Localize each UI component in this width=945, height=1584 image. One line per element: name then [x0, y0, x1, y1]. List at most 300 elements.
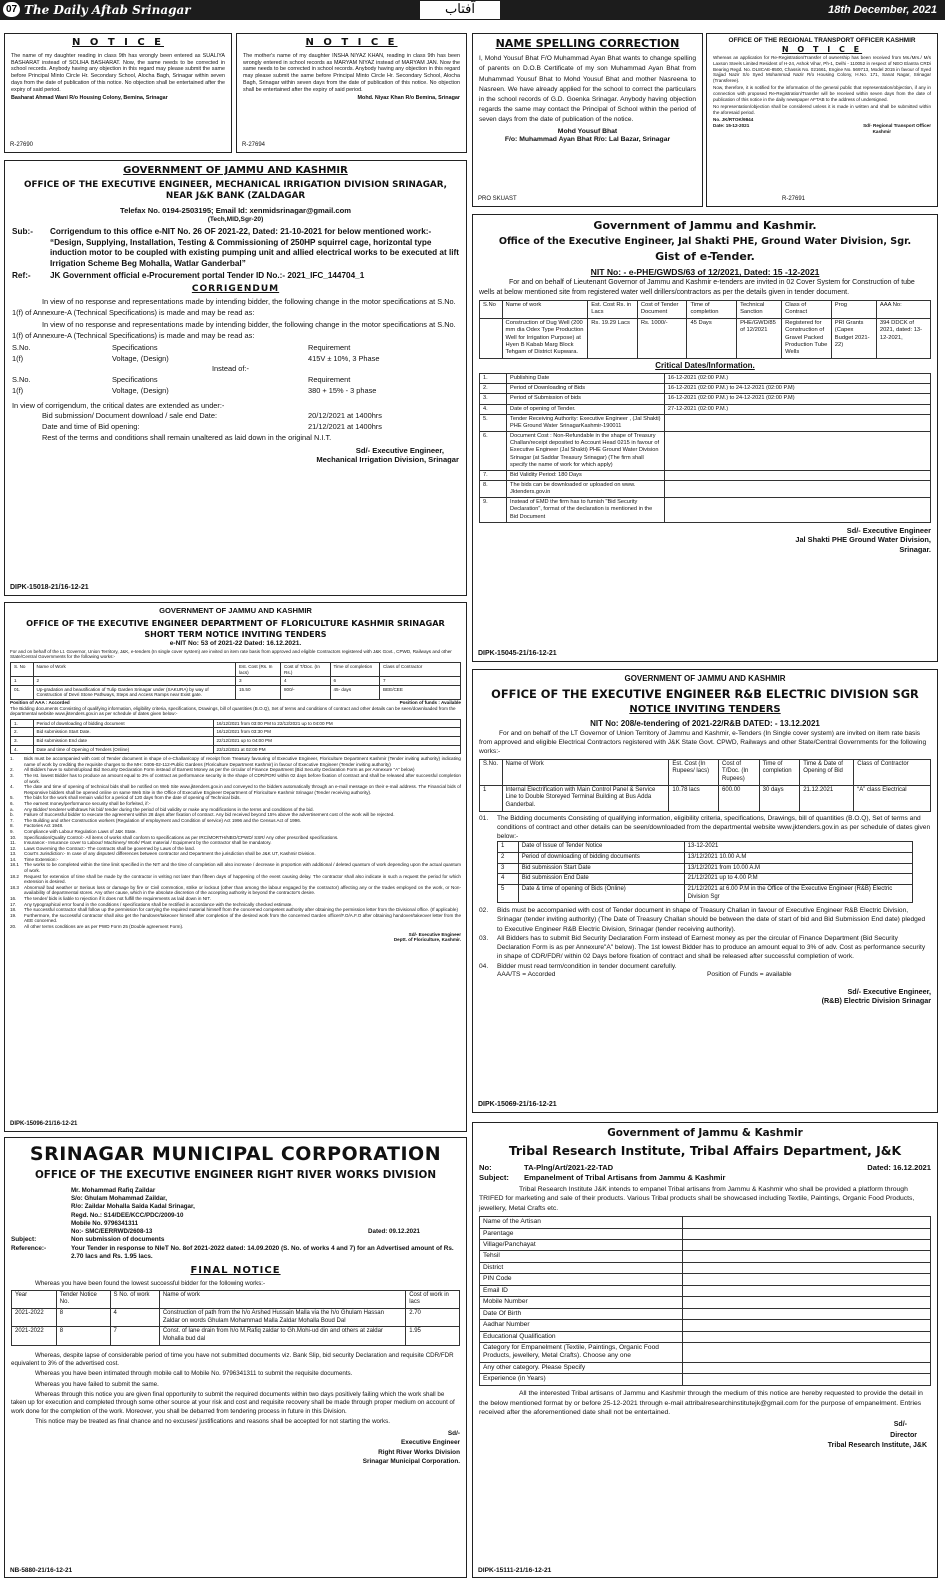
- notice-name-correction-2: [236, 33, 467, 153]
- table-cell: [480, 318, 503, 358]
- notice-title: N O T I C E: [72, 37, 164, 48]
- notice-body: The mother's name of my daughter INSHA NIYAZ KHAN, reading in class 9th has been wrongly entered in school records as MARYAM NIYAZ instead of MARYAM JAN. Now the same needs to be corrected in school records. Anybody having any objection in this regard may please submit the same before Principal Minto Circle Hr. Secondary School, Alocha Bagh, Srinagar within seven days from the date of publication of this notice. No objection shall be entertained after the expiry of said period.: [243, 52, 460, 93]
- clause: [10, 862, 461, 873]
- clause-number: 2.: [10, 767, 14, 773]
- table-number-cell: 7: [380, 677, 461, 686]
- schedule-row-cell: Bid submission Start Date: [518, 863, 684, 874]
- table-cell: 21.12.2021: [800, 785, 854, 811]
- form-field-blank: [682, 1262, 930, 1273]
- clause-number: 18.1: [10, 862, 19, 868]
- table-header-cell: S.No.: [480, 759, 503, 785]
- table-header-cell: S.No: [480, 301, 503, 319]
- critical-date-row-cell: Publishing Date: [507, 374, 665, 384]
- table-cell: 45 Days: [687, 318, 737, 358]
- critical-date-row: [480, 498, 931, 522]
- table-cell: PHE/GWD/85 of 12/2021: [737, 318, 782, 358]
- clause-text: Abnormal/ bad weather or Serious loss or damage by fire or Civil commotion, strike or lockout (other than among the labour engaged by the contractor) affecting any or the trades employed on the work, or Non-availability of departmental stores. Any other cause, which in the absolute discretion of the accepting authority is beyond the contractor's desire.: [24, 884, 461, 896]
- whereas-3: Whereas you have been intimated through mobile call to Mobile No. 9796341311 to submit the requisite documents.: [35, 1370, 353, 1378]
- spec-new-req: 415V ± 10%, 3 Phase: [308, 353, 380, 363]
- critical-date-row-cell: 27-12-2021 (02:00 P.M.): [664, 404, 930, 414]
- form-field-label: PIN Code: [480, 1274, 683, 1285]
- office-heading: Tribal Research Institute, Tribal Affairs Department, J&K: [508, 1143, 902, 1159]
- corrigendum-para-2: In view of no response and representations made by intending bidder, the following change in the motor specifications at S.No. 1(f) of Annexure-A (Technical Specifications) is made and may be read as:: [12, 320, 456, 340]
- form-field-row: [480, 1217, 931, 1228]
- letter-date: Dated: 16.12.2021: [867, 1163, 931, 1173]
- table-header-cell: Cost of Tender Document: [637, 301, 687, 319]
- reference-label: Reference:-: [11, 1244, 47, 1252]
- schedule-row-cell: Date of Issue of Tender Notice: [518, 842, 684, 853]
- schedule-row-cell: 3.: [11, 737, 34, 746]
- notice-spelling-correction: [472, 33, 703, 207]
- critical-date-row-cell: Date of opening of Tender.: [507, 404, 665, 414]
- schedule-row-cell: Bid submission End date: [33, 737, 213, 746]
- works-table: [11, 1290, 460, 1346]
- table-header-cell: Name of Work: [502, 759, 669, 785]
- works-row: [12, 1309, 460, 1327]
- form-field-blank: [682, 1240, 930, 1251]
- clause-text: The tender/ bids is liable to rejection if it does not fulfill the requirements as laid down in NIT.: [24, 896, 211, 902]
- gist-title: Gist of e-Tender.: [655, 250, 755, 264]
- addressee-2: S/o: Ghulam Mohammad Zaildar,: [71, 1194, 167, 1202]
- reference-text: Your Tender in response to NIeT No. 8of 2021-2022 dated: 14.09.2020 (S. No. of works 4 and 7) for an Advertised amount of Rs. 2.70 lacs and Rs. 1.95 lacs.: [71, 1244, 454, 1260]
- works-row-cell: 2021-2022: [12, 1327, 57, 1345]
- form-field-blank: [682, 1308, 930, 1319]
- notice-mechanical-irrigation: [4, 160, 467, 596]
- table-number-cell: 4: [281, 677, 331, 686]
- critical-date-row: [480, 384, 931, 394]
- critical-date-row-cell: Instead of EMD the firm has to furnish "Bid Security Declaration", format of the declaration is mentioned in the Bid Document: [507, 498, 665, 522]
- spec-old-req: 380 + 15% - 3 phase: [308, 385, 377, 395]
- subject-label: Subject:: [11, 1236, 37, 1244]
- form-field-blank: [682, 1374, 930, 1385]
- critical-date-row-cell: Document Cost : Non-Refundable in the shape of Treasury Challan/receipt deposited to Account Head 0215 in favour of Executive Engineer (Jal Shakti) PHE Ground Water Division Srinagar (at Saddar Treasury Srinagar) (The firm shall specify the name of work for which apply): [507, 432, 665, 471]
- form-field-label: Any other category. Please Specify: [480, 1362, 683, 1373]
- critical-date-row-cell: [664, 414, 930, 431]
- form-field-blank: [682, 1285, 930, 1296]
- office-heading: OFFICE OF THE EXECUTIVE ENGINEER R&B ELECTRIC DIVISION SGR: [491, 687, 919, 702]
- notice-date: Date: 15-12-2021: [713, 122, 750, 128]
- table-header-cell: Name of work: [502, 301, 588, 319]
- schedule-row-cell: 1.: [11, 719, 34, 728]
- critical-date-row: [480, 414, 931, 431]
- col-sno: S.No.: [12, 375, 31, 385]
- subject-label: Sub:-: [12, 227, 33, 237]
- notice-signature-name: Mohd Yousuf Bhat: [557, 127, 618, 135]
- signature-3: Srinagar.: [899, 544, 931, 554]
- release-number: R-27690: [10, 142, 34, 149]
- schedule-row-cell: Period of downloading of bidding document: [33, 719, 213, 728]
- subject-text: Corrigendum to this office e-NIT No. 26 OF 2021-22, Dated: 21-10-2021 for below mentioned work:-: [50, 227, 432, 237]
- works-row-cell: 8: [56, 1327, 110, 1345]
- date-value-1: 20/12/2021 at 1400hrs: [308, 411, 382, 421]
- notice-body-2: Now, therefore, it is notified for the information of the general public that representation/objection, if any in connection with proposed Re-Registration/Transfer will be received within seven days from the date of publication of this notice in the daily newspaper AFTAB to the address of undersigned.: [713, 85, 931, 102]
- form-field-row: [480, 1297, 931, 1308]
- clause-number: 6.: [10, 800, 14, 806]
- form-field-row: [480, 1285, 931, 1296]
- form-field-label: Village/Panchayat: [480, 1240, 683, 1251]
- notice-rnb-electric: GOVERNMENT OF JAMMU AND KASHMIR OFFICE OF THE EXECUTIVE ENGINEER R&B ELECTRIC DIVISION SGR NOTICE INVITING TENDERS NIT No: 208/e-tendering of 2021-22/R&B DATED: - 13.12.2021 For and on behalf of the LT Governor of Union Territory of Jammu and Kashmir, e-Tenders (In Single cover system) are invited on item rate basis from approved and eligible Electrical Contractors registered with J&K State Govt. CPWD, Railways and other State/Central Governments for the following works:- S.No. Name of Work Est. Cost (In Rupees/ lacs) Cost of T/Doc. (In Rupees) Time of completion Time & Date of Opening of Bid Class of Contractor 1 Internal Electrification with Main Control Panel & Service Line to Double Storeyed Terminal Building at Bus Adda Ganderbal. 10.78 lacs 600.00 30 days 21.12.2021 “A” class Electrical 01. The Bidding documents Consisting of qualifying information, eligibility criteria, specifications, Drawings, bill of quantities (B.O.Q), Set of terms and conditions of contract and other details can be seen/downloaded from the departmental website www.jktenders.gov.in as per schedule of dates given below:- 1 Date of Issue of Tender Notice 13-12-2021 2 Period of downloading of bidding documents 13/12/2021 10.00 A.M 3 Bid submission Start Date 13/12/2021 from 10.00 A.M 4 Bid submission End Date 21/12/2021 up to 4.00 P.M 5 Date & time of opening of Bids (Online) 21/12/2021 at 6.00 P.M in the Office of the Executive Engineer (R&B) Electric Division Sgr 02. Bids must be accompanied with cost of Tender document in shape of Treasury Challan in favour of Executive Engineer R&B Electric Division, Srinagar (tender inviting authority) (The Date of Treasury Challan should be between the date of start of bid and Bid Submission End date) pledged to Executive Engineer R&B Electric Division, Srinagar (tender receiving authority). 03. All Bidders has to submit Bid Security Declaration Form instead of Earnest money as per the circular of Finance Department (Bid Security Declaration Form is as per Annexure"A" below). The 1st lowest Bidder has to produce an amount equal to 3% of adv. Cost as performance security in shape of CDR/FDR/ within 02 Days before fixation of contract and shall be released after successful completion of work. 04. Bidder must read term/condition in tender document carefully. AAA/TS = Accorded Position of Funds = available Sd/- Executive Engineer, (R&B) Electric Division Srinagar DIPK-15069-21/16-12-21: [472, 669, 938, 1113]
- table-cell: 394 DDCK of 2021, dated: 13-12-2021,: [876, 318, 930, 358]
- works-row-cell: 2.70: [406, 1309, 460, 1327]
- clause-01: The Bidding documents Consisting of qualifying information, eligibility criteria, specifications, Drawings, bill of quantities (B.O.Q), Set of terms and conditions of contract and other details can be seen/downloaded from the departmental website www.jktenders.gov.in as per schedule of dates given below:-: [497, 814, 931, 840]
- notice-body: I, Mohd Yousuf Bhat F/O Muhammad Ayan Bhat wants to change spelling of parents on D.O.B Certificate of my son Muhammad Ayan Bhat from Muhammad Yousuf Bhat to Mohd Yousuf Bhat and mother Nasreena to Nasreen. We have already applied for the school to correct the particulars in the school records of G.D. Goenka Srinagar. Anybody having objection regards the same may contact the Principal of School within the period of seven days from the date of publication of the notice.: [479, 55, 696, 124]
- clause-number: 17.: [10, 901, 17, 907]
- critical-date-row-cell: [664, 480, 930, 497]
- notice-title: N O T I C E: [305, 37, 398, 48]
- table-number-cell: 3: [236, 677, 281, 686]
- schedule-row: [498, 842, 913, 853]
- addressee-4: Regd. No.: S14/DEE/KCC/PDC/2009-10: [71, 1211, 184, 1219]
- clause-text: All Bidders have to submit/upload Bid Security Declaration Form instead of Earnest Money as per the circular of Finance Department (Bid Security Declaration Form as per Annexure "A" below): [24, 767, 415, 773]
- table-cell: Rs. 19.29 Lacs: [588, 318, 638, 358]
- clause-text: The earnest money/performance security shall be forfeited, if:-: [24, 800, 151, 806]
- table-cell: 10.78 lacs: [669, 785, 719, 811]
- clause-number: 7.: [10, 817, 14, 823]
- notice-srinagar-municipal-corporation: [4, 1137, 467, 1578]
- funds-position: Position of funds : Available: [399, 700, 461, 706]
- clause-02: Bids must be accompanied with cost of Tender document in shape of Treasury Challan in favour of Executive Engineer R&B Electric Division, Srinagar (tender inviting authority) (The Date of Treasury Challan should be between the date of start of bid and Bid Submission End date) pledged to Executive Engineer R&B Electric Division, Srinagar (tender receiving authority).: [497, 907, 926, 933]
- clause: [10, 874, 461, 885]
- clause-text: Compliance with Labour Regulation Laws of J&K State.: [24, 828, 137, 834]
- subject-row: [12, 227, 459, 238]
- newspaper-name: The Daily Aftab Srinagar: [24, 3, 191, 17]
- signature-1: Sd/- Executive Engineer,: [847, 987, 931, 997]
- corrigendum-title: CORRIGENDUM: [191, 283, 280, 294]
- final-notice-title: FINAL NOTICE: [190, 1264, 281, 1276]
- signature-3: Srinagar Municipal Corporation.: [362, 1458, 460, 1466]
- schedule-row-cell: 2.: [11, 728, 34, 737]
- bidding-docs: The Bidding documents Consisting of qualifying information, eligibility criteria, specifications, Drawings, bill of quantities (B.O.Q), Set of terms and conditions of contract and other details can be seen/downloaded from the departmental website www.jktenders.gov.in as per schedule of dates given below:-: [10, 705, 456, 717]
- form-field-blank: [682, 1297, 930, 1308]
- notice-name-correction-1: [4, 33, 232, 153]
- schedule-row-cell: 2: [498, 852, 519, 863]
- govt-heading: Government of Jammu & Kashmir: [607, 1127, 803, 1139]
- notice-body: The name of my daughter reading in class 9th has wrongly been entered as SUALIYA BASHARAT instead of SOLIHA BASHARAT. Now, the same needs to be corrected in school records. Anybody having any objection in this regard may please submit the same before Principal Minto Circle Hr. Secondary School, Alocha Bagh, Srinagar within seven days from the date of publication of this notice. No objection shall be entertained after the expiry of said period.: [11, 52, 225, 93]
- govt-heading: GOVERNMENT OF JAMMU AND KASHMIR: [624, 674, 786, 683]
- critical-date-row-cell: [664, 432, 930, 471]
- letter-date: Dated: 09.12.2021: [368, 1228, 420, 1236]
- ref-row: [12, 271, 459, 282]
- addressee-5: Mobile No. 9796341311: [71, 1220, 139, 1228]
- table-cell: BEE/CEE: [380, 685, 461, 699]
- schedule-table: [497, 841, 913, 903]
- form-field-label: Parentage: [480, 1228, 683, 1239]
- clause-number: 3.: [10, 772, 14, 778]
- clause-number: 18.2: [10, 873, 19, 879]
- critical-date-row-cell: 8.: [480, 480, 507, 497]
- clause-number: 5.: [10, 795, 14, 801]
- table-header-cell: Est. Cost (In Rupees/ lacs): [669, 759, 719, 785]
- clause-number: 9.: [10, 828, 14, 834]
- clause-number: 8.: [10, 823, 14, 829]
- office-ref: (Tech,MID,Sgr-20): [207, 216, 264, 224]
- signature-2: Tribal Research Institute, J&K: [827, 1442, 927, 1450]
- schedule-row: [11, 737, 461, 746]
- critical-date-row-cell: The bids can be downloaded or uploaded on www. Jktenders.gov.in: [507, 480, 665, 497]
- critical-date-row-cell: Tender Receiving Authority: Executive Engineer , (Jal Shakti) PHE Ground Water SrinagarKashmir-190011: [507, 414, 665, 431]
- clause-number: 16.: [10, 896, 17, 902]
- clause-number: 12.: [10, 845, 17, 851]
- works-row-cell: 1.95: [406, 1327, 460, 1345]
- critical-date-row: [480, 470, 931, 480]
- critical-date-row-cell: Period of Submission of bids: [507, 394, 665, 404]
- form-field-row: [480, 1262, 931, 1273]
- works-row-cell: 7: [110, 1327, 159, 1345]
- schedule-row: [498, 863, 913, 874]
- form-field-blank: [682, 1320, 930, 1331]
- schedule-row-cell: Date & time of opening of Bids (Online): [518, 884, 684, 902]
- form-field-label: District: [480, 1262, 683, 1273]
- clause-text: The successful contractor shall follow up the permission for carrying the required material himself from the concerned competent authority after obtaining the permission letter from the Divisional office. (If applicable): [24, 907, 458, 913]
- govt-heading: GOVERNMENT OF JAMMU AND KASHMIR: [123, 165, 348, 176]
- letter-number: TA-Plng/Art/2021-22-TAD: [524, 1163, 614, 1173]
- col-req: Requirement: [308, 342, 351, 352]
- table-header-cell: Tender Notice No.: [56, 1290, 110, 1308]
- form-field-label: Experience (in Years): [480, 1374, 683, 1385]
- notice-tribal-research-institute: [472, 1122, 938, 1578]
- critical-date-row-cell: 7.: [480, 470, 507, 480]
- clause-text: Insurance:- Insurance cover to Labour/ Machinery/ Work/ Plant material / Equipment by the contractor shall be mandatory.: [24, 840, 272, 846]
- issue-date: 18th December, 2021: [828, 4, 937, 16]
- aaa-position: Position of AAA : Accorded: [10, 700, 70, 706]
- newspaper-logo: آفتاب: [420, 1, 500, 19]
- form-field-row: [480, 1274, 931, 1285]
- schedule-row: [498, 852, 913, 863]
- clause: [10, 913, 461, 924]
- table-cell: 600.00: [719, 785, 760, 811]
- intro: Tribal Research Institute J&K intends to empanel Tribal artisans from Jammu & Kashmir who shall be provided a platform through TRIFED for marketing and sale of their products. Various Tribal products shall be showcased including Textile, Paintings, Organic Food Products, jewellery, Metal Crafts etc.: [479, 1185, 915, 1213]
- signature-2: (R&B) Electric Division Srinagar: [821, 996, 931, 1006]
- clause-text: Any typographical error found in the conditions / specifications shall be rectified in accordance with the technically checked estimate.: [24, 901, 293, 907]
- table-cell: 800/-: [281, 685, 331, 699]
- clause-number: 18.: [10, 907, 17, 913]
- table-header-cell: S No. of work: [110, 1290, 159, 1308]
- notice-body-3: No representation/objection shall be considered unless it is made in written and shall be submitted within the aforesaid period.: [713, 104, 931, 115]
- signature-2: Deptt. of Floriculture, Kashmir.: [393, 937, 461, 943]
- schedule-row-cell: 4: [498, 874, 519, 885]
- critical-date-row: [480, 374, 931, 384]
- notice-ref-number: No. JK/RTOK/9844: [713, 117, 754, 123]
- schedule-row-cell: 3: [498, 863, 519, 874]
- govt-heading: GOVERNMENT OF JAMMU AND KASHMIR: [159, 606, 312, 615]
- table-header-cell: Time of completion: [759, 759, 800, 785]
- critical-date-row-cell: 16-12-2021 (02:00 P.M.) to 24-12-2021 (02:00 P.M): [664, 394, 930, 404]
- critical-date-row: [480, 404, 931, 414]
- office-heading: OFFICE OF THE EXECUTIVE ENGINEER DEPARTMENT OF FLORICULTURE KASHMIR SRINAGAR: [26, 617, 445, 628]
- clause-text: The Ist. lowest Bidder has to produce an amount equal to 3% of contract as performance security in the shape of CDR/FDR/ within 02 days before fixation of contract and shall be released after successful completion of work.: [24, 772, 461, 784]
- clause: [10, 773, 461, 784]
- critical-date-row-cell: Bid Validity Period: 180 Days: [507, 470, 665, 480]
- subject-text: Empanelment of Tribal Artisans from Jammu & Kashmir: [524, 1172, 726, 1182]
- critical-date-row-cell: [664, 498, 930, 522]
- whereas-5: Whereas through this notice you are given final opportunity to submit the required documents within two days positively failing which the work shall be taken up for execution and completed through some other source at your risk and cost and requisite recovery shall be made through proper medium on account of work done for the completion of the work. Moreover, you shall be debarred from tendering process in future in this Division.: [11, 1391, 455, 1415]
- table-cell: 45- days: [330, 685, 380, 699]
- ref-text: JK Government official e-Procurement portal Tender ID No.:- 2021_IFC_144704_1: [50, 271, 365, 281]
- signature-2: Mechanical Irrigation Division, Srinagar: [316, 455, 459, 465]
- notice-floriculture: [4, 602, 467, 1132]
- notice-body-1: Whereas an application for Re-Registration/Transfer of ownership has been received from Ms./Mrs./ M/s Laxson Steels Limited Resident of H-24, Ashok Vihar, Ph-1, Delhi - 110052 in respect of NEO Elantra CRDi Bearing Regd. No. DL8CAE-8500, Chassis No. 021661, Engine No. 569713, Model 2015 in favour of Syed Sajjad Nazir S/o Syed Mohammad Nazir R/o Housing Colony, H.No. 171, Sanat Nagar, Srinagar (Transferee).: [713, 55, 931, 83]
- form-field-row: [480, 1240, 931, 1251]
- corrigendum-para-1: In view of no response and representations made by intending bidder, the following change in the motor specifications at S.No. 1(f) of Annexure-A (Technical Specifications) is made and may be read as:: [12, 297, 456, 317]
- form-field-blank: [682, 1342, 930, 1362]
- schedule-row-cell: 16/12/2021 from 03:00 PM to 22/12/2021 up to 04:00 PM: [213, 719, 461, 728]
- form-field-row: [480, 1374, 931, 1385]
- critical-date-row-cell: 4.: [480, 404, 507, 414]
- table-cell: Registered for Construction of Gravel Packed Production Tube Wells: [782, 318, 832, 358]
- signature-2: Right River Works Division: [378, 1448, 460, 1456]
- page-number: 07: [3, 2, 20, 17]
- schedule-row: [11, 728, 461, 737]
- clause-number: 10.: [10, 834, 17, 840]
- critical-date-row-cell: [664, 470, 930, 480]
- table-header-cell: Est. Cost (Rs. In lacs): [236, 663, 281, 677]
- schedule-row-cell: 13/12/2021 10.00 A.M: [684, 852, 912, 863]
- table-cell: Construction of Dug Well (200 mm dia Odex Type Production Well for Irrigation Purpose) at Hyen B Kabab Marg Block Tehgam of District Kupwara.: [502, 318, 588, 358]
- schedule-row-cell: 1: [498, 842, 519, 853]
- clause-text: Furthermore, the successful contractor shall also get the handover/takeover himself after completion of the desired work from the concerned Garden officer/F.O/A.F.O after obtaining handover/takeover letter from the AEE concerned.: [24, 912, 461, 924]
- form-field-label: Aadhar Number: [480, 1320, 683, 1331]
- notice-title: N O T I C E: [781, 45, 863, 55]
- critical-date-row-cell: 2.: [480, 384, 507, 394]
- aaa-position: AAA/TS = Accorded: [497, 970, 556, 978]
- table-header-cell: Prog: [831, 301, 876, 319]
- form-field-row: [480, 1342, 931, 1362]
- works-row-cell: Const. of lane drain from h/o M.Rafiq zaldar to Gh.Mohi-ud din and others at zaldar Mohalla bud dal: [159, 1327, 405, 1345]
- col-spec: Specifications: [112, 342, 158, 352]
- signature-1: Sd/- Executive Engineer,: [355, 445, 444, 455]
- date-label-2: Date and time of Bid opening:: [42, 422, 140, 432]
- schedule-row-cell: 5: [498, 884, 519, 902]
- schedule-row: [11, 719, 461, 728]
- notice-jal-shakti: [472, 214, 938, 662]
- intro: For and on behalf of the LT Governor of Union Territory of Jammu and Kashmir, e-Tenders (In Single cover system) are invited on item rate basis from approved and eligible Electrical Contractors registered with J&K State Govt. CPWD, Railways and other State/Central Governments for the following works:-: [479, 729, 927, 756]
- title: NOTICE INVITING TENDERS: [629, 703, 781, 715]
- clause-number: 13.: [10, 851, 17, 857]
- col-spec: Specifications: [112, 375, 158, 385]
- form-field-label: Mobile Number: [480, 1297, 683, 1308]
- table-cell: Up-gradation and beautification of Tulip Garden Srinagar under (SAKURA) by way of Construction of Devri Stone Pathways, Steps and Access Ramps near Exist gate.: [33, 685, 236, 699]
- office-heading: Office of the Executive Engineer, Jal Shakti PHE, Ground Water Division, Sgr.: [498, 236, 912, 248]
- notice-signature: Mohd. Niyaz Khan R/o Bemina, Srinagar: [357, 95, 460, 102]
- dates-extended: In view of corrigendum, the critical dates are extended as under:-: [12, 400, 225, 410]
- schedule-row-cell: 16/12/2021 from 03:30 PM: [213, 728, 461, 737]
- schedule-row-cell: Bid submission End Date: [518, 874, 684, 885]
- table-header-cell: AAA No:: [876, 301, 930, 319]
- table-header-cell: Technical Sanction: [737, 301, 782, 319]
- signature-2: Jal Shakti PHE Ground Water Division,: [795, 535, 931, 545]
- notice-signature: Basharat Ahmad Wani R/o Housing Colony, Bemina, Srinagar: [11, 95, 168, 102]
- table-cell: 01.: [11, 685, 34, 699]
- form-field-label: Name of the Artisan: [480, 1217, 683, 1228]
- schedule-row-cell: 4.: [11, 745, 34, 754]
- table-cell: PRI Grants (Capex Budget 2021-22): [831, 318, 876, 358]
- works-row-cell: Construction of path from the h/o Arshed Hussain Malla via the h/o Ghulam Hassan Zaldar on words Ghulam Mohammad Malla Zaldar Mohalla Boud Dal: [159, 1309, 405, 1327]
- notice-signature: Sd/- Regional Transport Officer: [863, 122, 931, 128]
- clause-number: 14.: [10, 856, 17, 862]
- table-number-cell: 1: [11, 677, 34, 686]
- schedule-row: [498, 884, 913, 902]
- addressee-3: R/o: Zaildar Mohalla Saida Kadal Srinagar,: [71, 1203, 195, 1211]
- clause-04: Bidder must read term/condition in tender document carefully.: [497, 962, 677, 970]
- schedule-row-cell: Period of downloading of bidding documents: [518, 852, 684, 863]
- schedule-row-cell: 13/12/2021 from 10.00 A.M: [684, 863, 912, 874]
- schedule-row-cell: Date and time of Opening of Tenders (Online): [33, 745, 213, 754]
- table-cell: Internal Electrification with Main Control Panel & Service Line to Double Storeyed Terminal Building at Bus Adda Ganderbal.: [502, 785, 669, 811]
- notice-signature-address: F/o: Muhammad Ayan Bhat R/o: Lal Bazar, Srinagar: [504, 136, 671, 144]
- critical-date-row-cell: 5.: [480, 414, 507, 431]
- table-number-cell: 6: [330, 677, 380, 686]
- clause: [10, 885, 461, 896]
- clause-text: Laws Governing the Contract:- The contracts shall be governed by Laws of the land.: [24, 845, 196, 851]
- whereas-6: This notice may be treated as final chance and no excuses/ justifications and reasons shall be accepted for not starting the works.: [35, 1418, 390, 1426]
- clause-number: 1.: [10, 756, 14, 762]
- table-header-cell: Time of completion: [687, 301, 737, 319]
- table-header-cell: Class of Contractor: [380, 663, 461, 677]
- title: SHORT TERM NOTICE INVITING TENDERS: [144, 630, 327, 640]
- table-cell: 30 days: [759, 785, 800, 811]
- addressee-1: Mr. Mohammad Rafiq Zaildar: [71, 1186, 156, 1194]
- schedule-row-cell: 13-12-2021: [684, 842, 912, 853]
- form-field-blank: [682, 1251, 930, 1262]
- nit-number: NIT No: 208/e-tendering of 2021-22/R&B DATED: - 13.12.2021: [590, 718, 820, 728]
- release-number: R-27694: [242, 142, 266, 149]
- release-number: NB-5880-21/16-12-21: [10, 1566, 73, 1574]
- clause-text: Failure of Successful bidder to execute the agreement within 28 days after fixation of contract. Any bid received beyond 15% above the advertisement cost of the work will be rejected.: [24, 812, 395, 818]
- release-number: DIPK-15069-21/16-12-21: [478, 1101, 557, 1109]
- release-number: DIPK-15111-21/16-12-21: [478, 1566, 552, 1574]
- table-header-cell: Time & Date of Opening of Bid: [800, 759, 854, 785]
- clause-text: Factories Act 1948.: [24, 823, 64, 829]
- table-header-cell: Year: [12, 1290, 57, 1308]
- clause-text: All other terms conditions are as per PWD Form 25 (Double agreement Form).: [24, 924, 184, 930]
- schedule-row-cell: 22/12/2021 up to 04:00 PM: [213, 737, 461, 746]
- spec-name: Voltage, (Design): [112, 385, 169, 395]
- table-header-cell: Name of work: [159, 1290, 405, 1308]
- date-label-1: Bid submission/ Document download / sale end Date:: [42, 411, 218, 421]
- notice-signature-place: Kashmir: [872, 128, 891, 134]
- clauses: [10, 756, 461, 929]
- subject-label: Subject:: [479, 1172, 509, 1182]
- clause-number: 19.: [10, 912, 17, 918]
- works-row-cell: 8: [56, 1309, 110, 1327]
- intro: For and on behalf of Lieutenant Governor of Jammu and Kashmir e-tenders are invited in 02 Cover System for Construction of tube wells at below mentioned site from registered water well drillers/contractors as per the details given in tender document.: [479, 279, 915, 297]
- schedule-row-cell: Bid submission Start Date.: [33, 728, 213, 737]
- critical-dates-title: Critical Dates/Information.: [655, 360, 755, 370]
- masthead: [0, 0, 945, 20]
- table-header-cell: Class of Contract: [782, 301, 832, 319]
- govt-heading: Government of Jammu and Kashmir.: [593, 219, 817, 232]
- release-number: R-27691: [782, 196, 806, 203]
- office-address: NEAR J&K BANK (ZALDAGAR: [165, 191, 306, 202]
- critical-date-row-cell: Period of Downloading of Bids: [507, 384, 665, 394]
- form-field-label: Email ID: [480, 1285, 683, 1296]
- clause-number: a.: [10, 806, 14, 812]
- schedule-row-cell: 21/12/2021 up to 4.00 P.M: [684, 874, 912, 885]
- release-number: DIPK-15096-21/16-12-21: [10, 1121, 78, 1128]
- office-heading: OFFICE OF THE EXECUTIVE ENGINEER RIGHT RIVER WORKS DIVISION: [34, 1169, 437, 1182]
- table-header-cell: Cost of T/Doc. (In Rs.): [281, 663, 331, 677]
- clause: [10, 784, 461, 795]
- nit-number: e-NIT No: 53 of 2021-22 Dated: 16.12.2021.: [169, 640, 302, 648]
- table-header-cell: Class of Contractor: [854, 759, 931, 785]
- clause-text: The date and time of opening of technical bids shall be notified on Web Site www.jktenders.gov.in and conveyed to the bidders automatically through an e-mail message on their e-mail address. The Financial bids of Responsive bidders shall be opened online on same Web Site in the Office of Executive Engineer Department of Floriculture Kashmir Srinagar (Tender receiving authority).: [24, 784, 461, 795]
- clause-text: The works to be completed within the time limit specified in the NIT and the time of completion will also increase / decrease in proportion with additional / deleted quantum of work depending upon the actual quantum of work.: [24, 862, 461, 874]
- table-number-cell: 2: [33, 677, 236, 686]
- work-description: “Design, Supplying, Installation, Testing & Commissioning of 250HP squirrel cage, horizontal type induction motor to be coupled with existing pumping unit and allied electrical works to be executed at lift Irrigation Scheme Beg Mohalla, Watlar Ganderbal”: [50, 237, 459, 268]
- signature-1: Executive Engineer: [401, 1439, 460, 1447]
- critical-date-row: [480, 480, 931, 497]
- form-field-blank: [682, 1274, 930, 1285]
